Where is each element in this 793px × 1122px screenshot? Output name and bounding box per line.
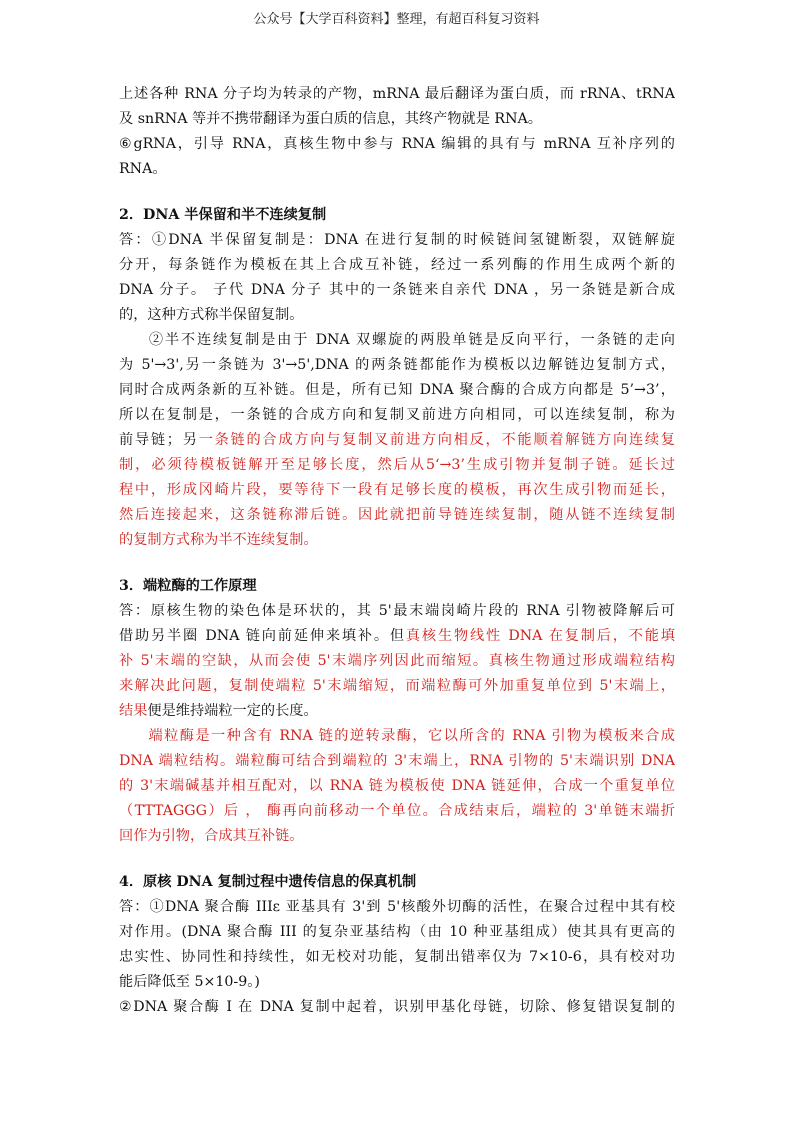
text-line: 答：原核生物的染色体是环状的，其 5'最末端岗崎片段的 RNA 引物被降解后可 <box>119 603 675 619</box>
text-line: 及 snRNA 等并不携带翻译为蛋白质的信息，其终产物就是 RNA。 <box>119 111 542 127</box>
paragraph-text: ②半不连续复制是由于 DNA 双螺旋的两股单链是反向平行，一条链的走向 <box>147 332 675 348</box>
red-text-line: 的复制方式称为半不连续复制。 <box>119 532 318 548</box>
text-line: 所以在复制是，一条链的合成方向和复制叉前进方向相同，可以连续复制，称为 <box>119 407 675 423</box>
black-text: 前导链；另 <box>119 432 199 448</box>
text-line: 为 5'→3',另一条链为 3'→5',DNA 的两条链都能作为模板以边解链边复制方式， <box>119 357 675 373</box>
red-highlight-text: 真核生物线性 DNA 在复制后，不能填 <box>405 628 675 644</box>
black-text: 便是维持端粒一定的长度。 <box>147 703 318 719</box>
red-text-line: 来解决此问题，复制使端粒 5'末端缩短，而端粒酶可外加重复单位到 5'末端上， <box>119 678 675 694</box>
text-line: 的，这种方式称半保留复制。 <box>119 307 304 323</box>
red-text-line <box>119 724 675 749</box>
text-line: 忠实性、协同性和持续性，如无校对功能，复制出错率仅为 7×10-6，具有校对功 <box>119 949 675 965</box>
red-text-line: （TTTAGGG）后 ， 酶再向前移动一个单位。合成结束后，端粒的 3'单链末端折 <box>119 803 675 819</box>
red-text-line: 的 3'末端碱基并相互配对，以 RNA 链为模板使 DNA 链延伸，合成一个重复单位 <box>119 778 675 794</box>
text-line: 上述各种 RNA 分子均为转录的产物，mRNA 最后翻译为蛋白质，而 rRNA、tRNA <box>119 86 675 102</box>
paragraph-text: 端粒酶是一种含有 RNA 链的逆转录酶，它以所含的 RNA 引物为模板来合成 <box>147 728 675 744</box>
red-highlight-text: 结果 <box>119 703 148 719</box>
red-text-line: 补 5'末端的空缺，从而会使 5'末端序列因此而缩短。真核生物通过形成端粒结构 <box>119 653 675 669</box>
section-heading: 4．原核 DNA 复制过程中遗传信息的保真机制 <box>119 874 417 890</box>
text-line: ⑥gRNA，引导 RNA，真核生物中参与 RNA 编辑的具有与 mRNA 互补序列的 <box>119 136 675 152</box>
red-text-line: 程中，形成冈崎片段，要等待下一段有足够长度的模板，再次生成引物而延长， <box>119 482 675 498</box>
text-line: 同时合成两条新的互补链。但是，所有已知 DNA 聚合酶的合成方向都是 5’→3’， <box>119 382 675 398</box>
text-line: DNA 分子。 子代 DNA 分子 其中的一条链来自亲代 DNA ，另一条链是新合成 <box>119 282 675 298</box>
red-text-line: 回作为引物，合成其互补链。 <box>119 828 304 844</box>
document-body <box>119 82 675 1020</box>
section-heading: 2．DNA 半保留和半不连续复制 <box>119 207 327 223</box>
red-text-line: 然后连接起来，这条链称滞后链。因此就把前导链连续复制，随从链不连续复制 <box>119 507 675 523</box>
text-line <box>119 328 675 353</box>
red-text-line: 制，必须待模板链解开至足够长度，然后从5‘→3’生成引物并复制子链。延长过 <box>119 457 675 473</box>
text-line <box>119 624 675 649</box>
text-line: 对作用。(DNA 聚合酶 III 的复杂亚基结构（由 10 种亚基组成）使其具有更高的 <box>119 924 675 940</box>
red-highlight-text: 一条链的合成方向与复制叉前进方向相反，不能顺着解链方向连续复 <box>198 432 675 448</box>
red-text-line: DNA 端粒结构。端粒酶可结合到端粒的 3'末端上，RNA 引物的 5'末端识别 DNA <box>119 753 675 769</box>
text-line: 答：①DNA 半保留复制是：DNA 在进行复制的时候链间氢键断裂，双链解旋 <box>119 232 675 248</box>
text-line: RNA。 <box>119 161 167 177</box>
section-heading: 3．端粒酶的工作原理 <box>119 578 257 594</box>
text-line: ②DNA 聚合酶 I 在 DNA 复制中起着，识别甲基化母链，切除、修复错误复制的 <box>119 999 675 1015</box>
text-line: 答：①DNA 聚合酶 IIIε 亚基具有 3'到 5'核酸外切酶的活性，在聚合过程中其有校 <box>119 899 675 915</box>
text-line <box>119 699 675 724</box>
text-line: 能后降低至 5×10-9。) <box>119 974 260 990</box>
text-line: 分开，每条链作为模板在其上合成互补链，经过一系列酶的作用生成两个新的 <box>119 257 675 273</box>
black-text: 借助另半圈 DNA 链向前延伸来填补。但 <box>119 628 406 644</box>
page-header: 公众号【大学百科资料】整理，有超百科复习资料 <box>253 12 540 27</box>
text-line <box>119 428 675 453</box>
